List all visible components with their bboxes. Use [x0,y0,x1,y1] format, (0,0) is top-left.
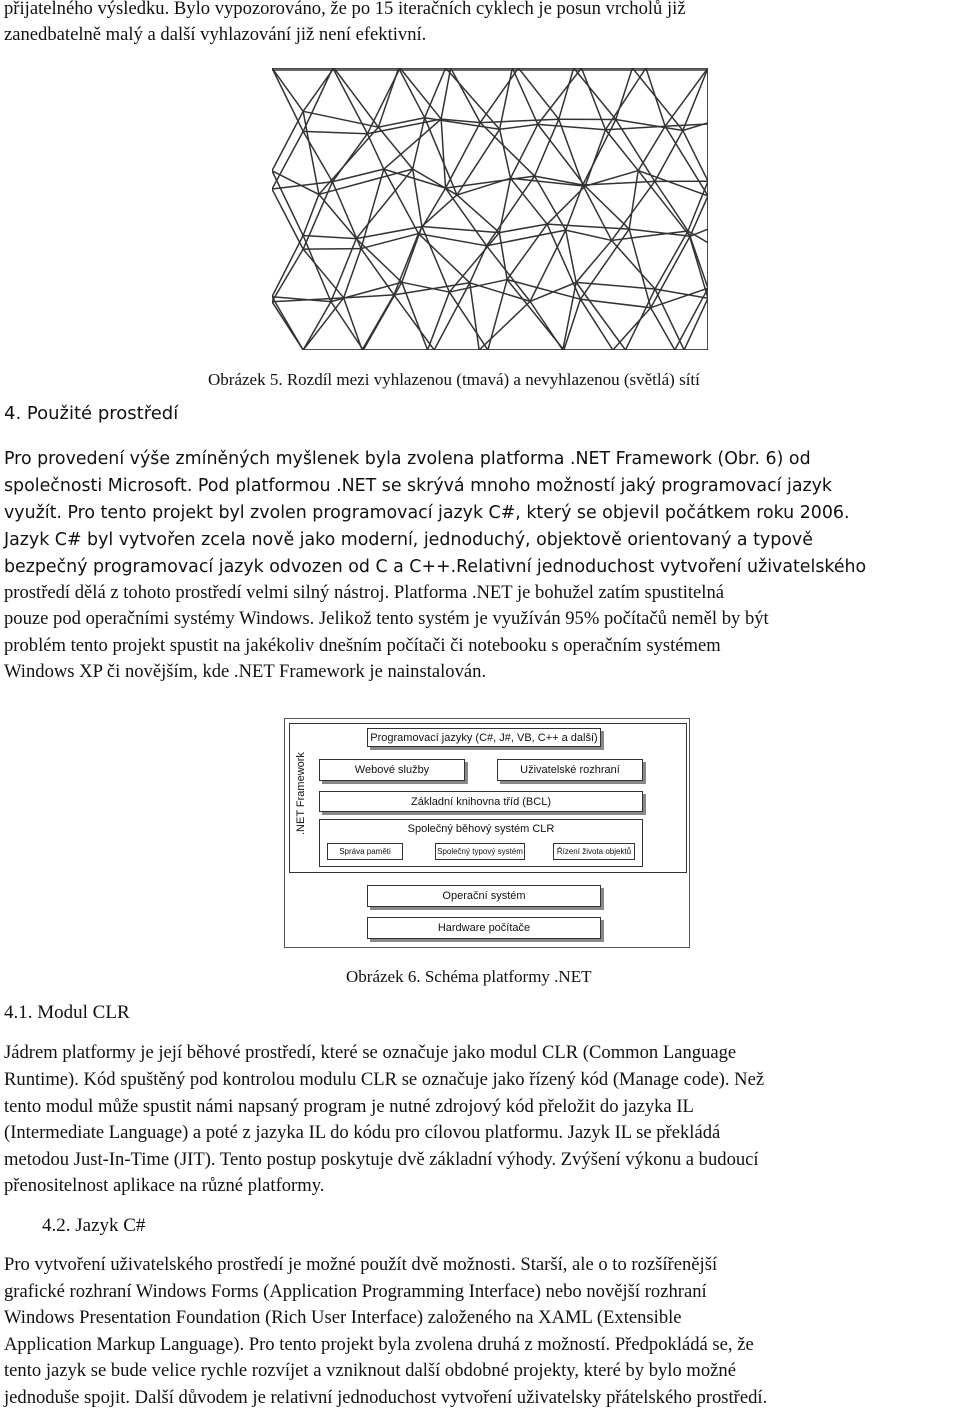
lifetime-box: Řízení života objektů [553,843,635,860]
body-text-line: tento modul může spustit námi napsaný program je nutné zdrojový kód přeložit do jazyka IL [4,1096,694,1117]
hardware-box: Hardware počítače [367,917,601,939]
body-text-line: Windows XP či novějším, kde .NET Framework je nainstalován. [4,661,487,682]
body-text-line: přijatelného výsledku. Bylo vypozorováno, že po 15 iteračních cyklech je posun vrcholů již [4,0,686,19]
body-text-line: Pro vytvoření uživatelského prostředí je možné použít dvě možnosti. Starší, ale o to rozšířenější [4,1254,718,1275]
body-text-line: Pro provedení výše zmíněných myšlenek byla zvolena platforma .NET Framework (Obr. 6) od [4,449,811,469]
body-text-line: grafické rozhraní Windows Forms (Application Programming Interface) nebo novější rozhraní [4,1281,707,1302]
os-box: Operační systém [367,885,601,907]
body-text-line: přenositelnost aplikace na různé platformy. [4,1175,325,1196]
body-text-line: Jazyk C# byl vytvořen zcela nově jako moderní, jednoduchý, objektově orientovaný a typově [4,530,813,550]
user-interface-box: Uživatelské rozhraní [497,759,643,781]
body-text-line: zanedbatelně malý a další vyhlazování již není efektivní. [4,24,427,45]
mesh-image [272,68,708,350]
body-text-line: pouze pod operačními systémy Windows. Jelikož tento systém je využíván 95% počítačů neměl by být [4,608,769,629]
body-text-line: jednoduše spojit. Další důvodem je relativní jednoduchost vytvoření uživatelsky přátelského prostředí. [4,1387,768,1408]
body-text-line: (Intermediate Language) a poté z jazyka IL do kódu pro cílovou platformu. Jazyk IL se překládá [4,1122,721,1143]
mesh-figure [272,68,708,350]
mesh-edge [303,249,361,250]
languages-box: Programovací jazyky (C#, J#, VB, C++ a další) [367,728,601,747]
net-framework-diagram [284,718,690,948]
body-text-line: tento jazyk se bude velice rychle rozvíjet a vzniknout další obdobné projekty, které by bylo možné [4,1360,736,1381]
web-services-box: Webové služby [319,759,465,781]
body-text-line: Runtime). Kód spuštěný pod kontrolou modulu CLR se označuje jako řízený kód (Manage code). Než [4,1069,765,1090]
figure-caption: Obrázek 5. Rozdíl mezi vyhlazenou (tmavá) a nevyhlazenou (světlá) sítí [208,370,700,389]
section-heading: 4.1. Modul CLR [4,1002,130,1023]
body-text-line: bezpečný programovací jazyk odvozen od C a C++.Relativní jednoduchost vytvoření uživatelského [4,557,867,577]
memory-box: Správa paměti [327,843,403,860]
section-heading: 4.2. Jazyk C# [42,1215,146,1236]
framework-vertical-label: .NET Framework [295,752,307,835]
type-system-box: Společný typový systém [435,843,525,860]
bcl-box: Základní knihovna tříd (BCL) [319,791,643,812]
clr-label: Společný běhový systém CLR [407,823,555,835]
body-text-line: společnosti Microsoft. Pod platformou .NET se skrývá mnoho možností jaký programovací jazyk [4,476,832,496]
body-text-line: využít. Pro tento projekt byl zvolen programovací jazyk C#, který se objevil počátkem roku 2006. [4,503,850,523]
figure-caption: Obrázek 6. Schéma platformy .NET [346,967,592,986]
section-heading: 4. Použité prostředí [4,403,179,424]
body-text-line: Application Markup Language). Pro tento projekt byla zvolena druhá z možností. Předpokládá se, že [4,1334,754,1355]
body-text-line: metodou Just-In-Time (JIT). Tento postup poskytuje dvě základní výhody. Zvýšení výkonu a budoucí [4,1149,759,1170]
body-text-line: prostředí dělá z tohoto prostředí velmi silný nástroj. Platforma .NET je bohužel zatím spustitelná [4,582,725,603]
body-text-line: Windows Presentation Foundation (Rich User Interface) založeného na XAML (Extensible [4,1307,682,1328]
body-text-line: Jádrem platformy je její běhové prostředí, které se označuje jako modul CLR (Common Language [4,1042,737,1063]
body-text-line: problém tento projekt spustit na jakékoliv dnešním počítači či notebooku s operačním systémem [4,635,721,656]
